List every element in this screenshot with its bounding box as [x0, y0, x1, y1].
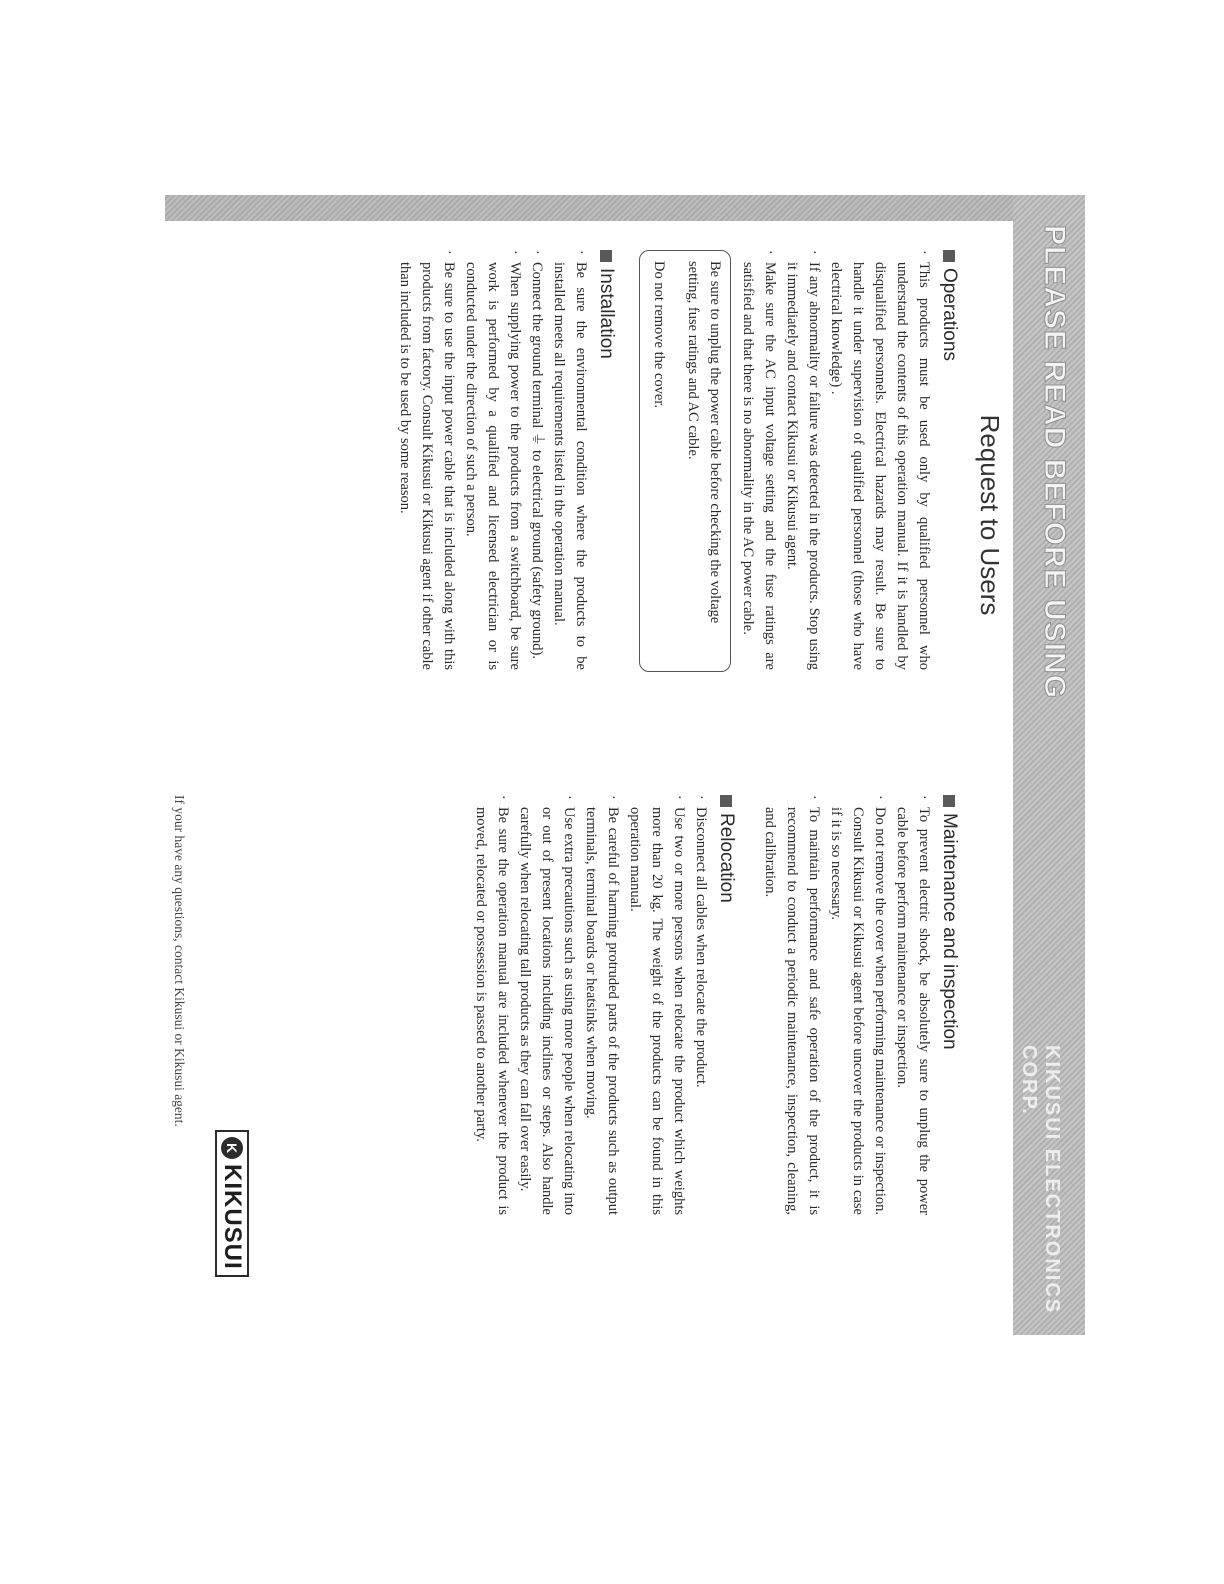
installation-section	[394, 250, 617, 670]
maintenance-section	[759, 795, 960, 1215]
kikusui-logo	[215, 1130, 249, 1277]
list-item: ·Disconnect all cables when relocate the product.	[693, 795, 709, 1088]
square-bullet-icon	[600, 250, 612, 262]
operations-heading-text: Operations	[939, 268, 960, 361]
maintenance-heading	[938, 795, 960, 1215]
list-item: ·Use two or more persons when relocate the product which weights more than 20 kg. The weight of the products can be found in this operation manual.	[627, 795, 687, 1215]
banner-title: PLEASE READ BEFORE USING	[1038, 225, 1071, 700]
list-item: ·Be sure to use the input power cable that is included along with this products from factory. Consult Kikusui or Kikusui agent if other cable than included is to be used by some reason.	[397, 250, 457, 670]
list-item: ·When supplying power to the products from a switchboard, be sure work is performed by a qualified and licensed electrician or is conducted under the direction of such a person.	[463, 250, 523, 670]
list-item: ·Connect the ground terminal ⏚ to electrical ground (safety ground).	[529, 250, 545, 660]
left-column	[384, 250, 960, 670]
notice-line: Be sure to unplug the power cable before checking the voltage setting, fuse ratings and AC cable.	[685, 261, 723, 624]
contact-note: If your have any questions, contact Kikusui or Kikusui agent.	[172, 795, 187, 1127]
list-item: ·If any abnormality or failure was detected in the products. Stop using it immediately and contact Kikusui or Kikusui agent.	[784, 250, 822, 670]
list-item: ·To maintain performance and safe operation of the product, it is recommend to conduct a periodic maintenance, inspection, cleaning, and calibration.	[762, 795, 822, 1215]
list-item: ·Do not remove the cover when performing maintenance or inspection. Consult Kikusui or Kikusui agent before uncover the products in case if it is so necessary.	[828, 795, 888, 1215]
list-item: ·To prevent electric shock, be absolutely sure to unplug the power cable before perform maintenance or inspection.	[894, 795, 932, 1215]
relocation-section	[470, 795, 737, 1215]
list-item: ·Use extra precautions such as using more people when relocating into or out of present locations including inclines or steps. Also handle carefully when relocating tall products as they can fall over easily.	[517, 795, 577, 1215]
installation-heading	[595, 250, 617, 670]
list-item: ·Be sure the operation manual are included whenever the product is moved, relocated or possession is passed to another party.	[473, 795, 511, 1215]
logo-text: KIKUSUI	[219, 1164, 246, 1270]
operations-heading	[938, 250, 960, 670]
warning-notice-box	[639, 250, 731, 672]
list-item: ·This products must be used only by qualified personnel who understand the contents of this operation manual. If it is handled by disqualified personnels. Electrical hazards may result. Be sure to handle it under supervision of qualified personnel (those who have electrical knowledge) .	[828, 250, 932, 670]
operations-section	[639, 250, 960, 670]
right-column	[460, 795, 960, 1215]
notice-line: Do not remove the cover.	[651, 261, 667, 408]
square-bullet-icon	[943, 795, 955, 807]
brand-strip: KIKUSUI ELECTRONICS CORP.	[1018, 1045, 1063, 1315]
side-bar	[165, 195, 1013, 221]
installation-heading-text: Installation	[596, 268, 617, 359]
list-item: ·Be careful of harming protruded parts of the products such as output terminals, terminal boards or heatsinks when moving.	[583, 795, 621, 1215]
header-banner	[1013, 195, 1085, 1335]
list-item: ·Be sure the environmental condition where the products to be installed meets all requirements listed in the operation manual.	[551, 250, 589, 670]
kikusui-emblem-icon: K	[221, 1137, 243, 1159]
document-page	[165, 195, 1085, 1335]
square-bullet-icon	[943, 250, 955, 262]
list-item: ·Make sure the AC input voltage setting and the fuse ratings are satisfied and that there is no abnormality in the AC power cable.	[740, 250, 778, 670]
relocation-heading-text: Relocation	[716, 813, 737, 903]
page-title: Request to Users	[975, 414, 1005, 616]
maintenance-heading-text: Maintenance and inspection	[939, 813, 960, 1050]
square-bullet-icon	[720, 795, 732, 807]
relocation-heading	[715, 795, 737, 1215]
